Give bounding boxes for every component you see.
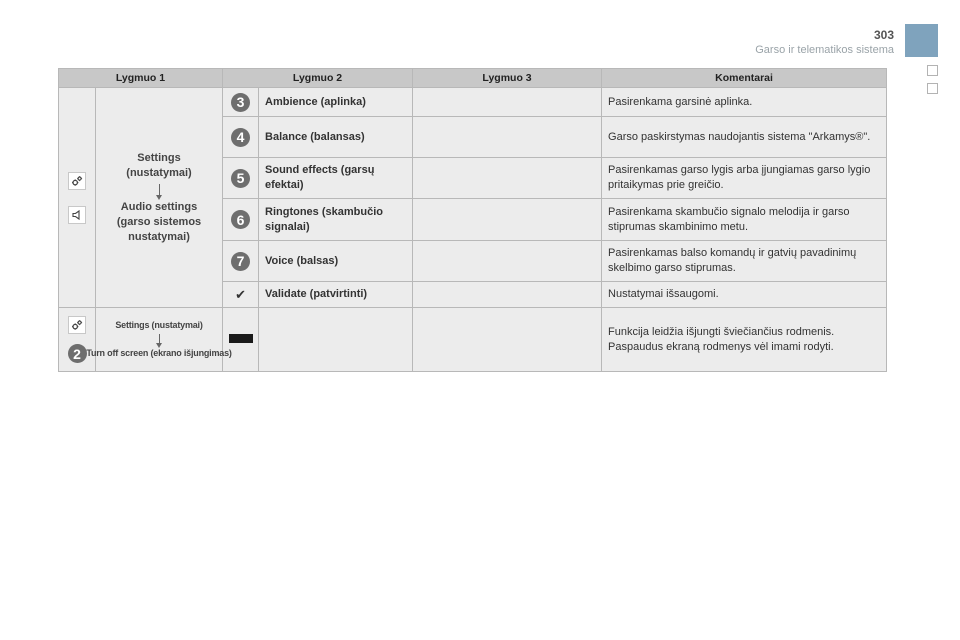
level2-flow-cell <box>86 308 232 372</box>
page-number: 303 <box>873 28 894 42</box>
level2-flow-cell <box>96 88 223 308</box>
level2-settings-label: Settings (nustatymai) <box>115 320 203 330</box>
comment-cell: Garso paskirstymas naudojantis sistema "Arkamys®". <box>602 117 887 158</box>
comment-cell: Pasirenkamas balso komandų ir gatvių pavadinimų skelbimo garso stiprumas. <box>602 241 887 282</box>
settings-table <box>58 68 887 372</box>
table-header-row <box>59 69 887 88</box>
down-arrow-icon <box>159 184 160 196</box>
side-marker-box <box>927 65 938 76</box>
settings-icon <box>68 316 86 334</box>
side-marker-box <box>927 83 938 94</box>
empty-cell <box>413 117 602 158</box>
column-header: Komentarai <box>602 69 887 88</box>
number-badge-7: 7 <box>231 252 250 271</box>
table-row <box>59 88 887 117</box>
empty-cell <box>413 282 602 308</box>
level3-label: Ambience (aplinka) <box>259 88 413 117</box>
level2-settings-label: Settings (nustatymai) <box>126 151 192 179</box>
level3-label: Sound effects (garsų efektai) <box>259 158 413 199</box>
column-header: Lygmuo 3 <box>413 69 602 88</box>
row-marker-cell <box>223 117 259 158</box>
empty-cell <box>413 88 602 117</box>
row-marker-cell <box>223 199 259 241</box>
number-badge-4: 4 <box>231 128 250 147</box>
level1-icon-cell <box>59 88 96 308</box>
empty-cell <box>413 199 602 241</box>
row-marker-cell <box>223 241 259 282</box>
number-badge-2: 2 <box>68 344 87 363</box>
row-marker-cell <box>223 308 259 372</box>
comment-cell: Funkcija leidžia išjungti šviečiančius rodmenis. Paspaudus ekraną rodmenys vėl imami rodyti. <box>602 308 887 372</box>
number-badge-5: 5 <box>231 169 250 188</box>
chapter-tab <box>905 24 938 57</box>
level1-icon-cell <box>59 308 96 372</box>
table-row <box>59 308 887 372</box>
empty-cell <box>413 158 602 199</box>
speaker-icon <box>68 206 86 224</box>
column-header: Lygmuo 1 <box>59 69 223 88</box>
empty-cell <box>413 308 602 372</box>
black-screen-icon <box>229 334 253 343</box>
chapter-title: Garso ir telematikos sistema <box>755 44 894 56</box>
comment-cell: Pasirenkama skambučio signalo melodija ir garso stiprumas skambinimo metu. <box>602 199 887 241</box>
empty-cell <box>413 241 602 282</box>
level3-label: Ringtones (skambučio signalai) <box>259 199 413 241</box>
number-badge-6: 6 <box>231 210 250 229</box>
column-header: Lygmuo 2 <box>223 69 413 88</box>
settings-icon <box>68 172 86 190</box>
level2-audio-settings-label: Audio settings (garso sistemos nustatymai) <box>116 200 202 243</box>
level3-label: Balance (balansas) <box>259 117 413 158</box>
level2-turn-off-screen-label: Turn off screen (ekrano išjungimas) <box>86 348 232 358</box>
checkmark-icon: ✔ <box>235 286 246 302</box>
level3-label: Validate (patvirtinti) <box>259 282 413 308</box>
comment-cell: Nustatymai išsaugomi. <box>602 282 887 308</box>
row-marker-cell <box>223 88 259 117</box>
down-arrow-icon <box>159 334 160 344</box>
comment-cell: Pasirenkama garsinė aplinka. <box>602 88 887 117</box>
empty-cell <box>259 308 413 372</box>
number-badge-3: 3 <box>231 93 250 112</box>
row-marker-cell <box>223 282 259 308</box>
level3-label: Voice (balsas) <box>259 241 413 282</box>
row-marker-cell <box>223 158 259 199</box>
comment-cell: Pasirenkamas garso lygis arba įjungiamas garso lygio pritaikymas prie greičio. <box>602 158 887 199</box>
